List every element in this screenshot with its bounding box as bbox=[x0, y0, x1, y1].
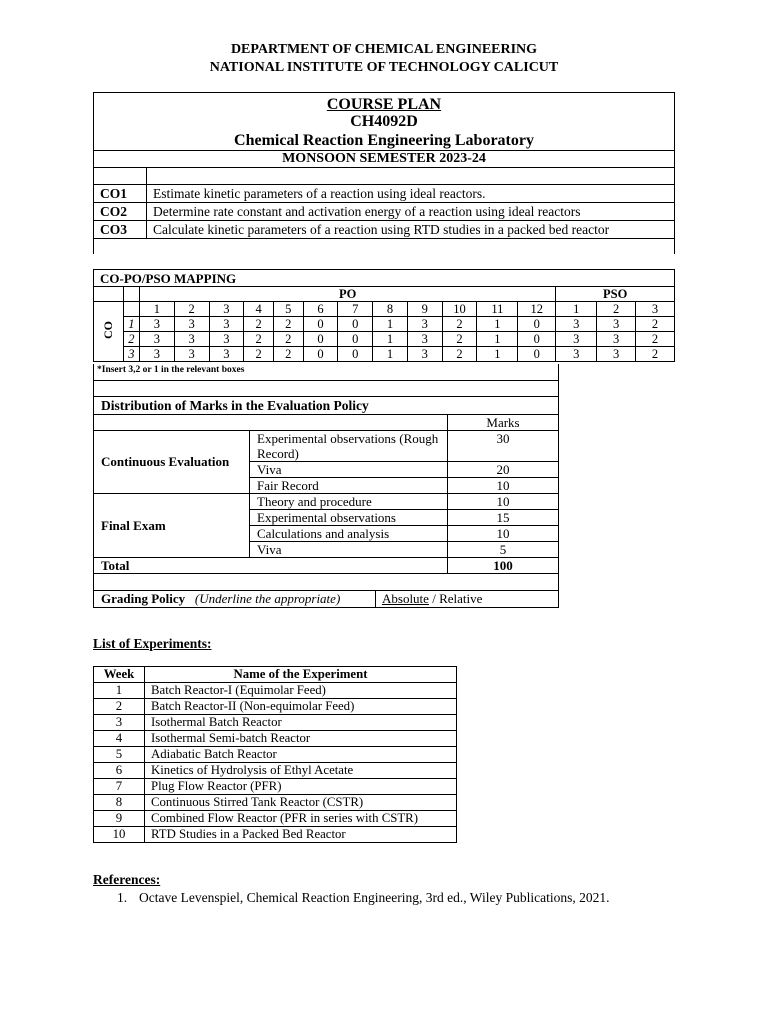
co-row-label: 1 bbox=[123, 317, 139, 332]
mapping-cell: 2 bbox=[273, 332, 303, 347]
po-number: 11 bbox=[477, 302, 518, 317]
mapping-cell: 0 bbox=[303, 317, 338, 332]
experiment-week: 7 bbox=[94, 779, 145, 795]
mapping-cell: 3 bbox=[209, 332, 244, 347]
co-axis-label: CO bbox=[101, 321, 116, 339]
component-marks: 20 bbox=[448, 461, 559, 477]
mapping-cell: 2 bbox=[244, 317, 274, 332]
mapping-cell: 1 bbox=[477, 347, 518, 362]
pso-number: 3 bbox=[636, 302, 675, 317]
experiment-row bbox=[94, 747, 457, 763]
mapping-cell: 0 bbox=[338, 347, 373, 362]
mapping-cell: 1 bbox=[373, 332, 408, 347]
po-number: 12 bbox=[518, 302, 556, 317]
mapping-cell: 1 bbox=[477, 332, 518, 347]
reference-number: 1. bbox=[117, 890, 128, 905]
mapping-cell: 3 bbox=[209, 317, 244, 332]
experiment-week: 3 bbox=[94, 715, 145, 731]
experiment-row bbox=[94, 795, 457, 811]
experiment-name: Continuous Stirred Tank Reactor (CSTR) bbox=[145, 795, 457, 811]
experiment-row bbox=[94, 715, 457, 731]
co-text: Estimate kinetic parameters of a reaction using ideal reactors. bbox=[147, 185, 675, 203]
component-marks: 5 bbox=[448, 541, 559, 557]
course-plan-label: COURSE PLAN bbox=[326, 96, 442, 113]
component-name: Viva bbox=[250, 541, 448, 557]
pso-number: 1 bbox=[556, 302, 597, 317]
po-number: 1 bbox=[140, 302, 175, 317]
co-id: CO1 bbox=[94, 185, 147, 203]
marks-header: Marks bbox=[448, 414, 559, 430]
co-row-label: 2 bbox=[123, 332, 139, 347]
co-text: Calculate kinetic parameters of a reaction using RTD studies in a packed bed reactor bbox=[147, 221, 675, 239]
po-number: 3 bbox=[209, 302, 244, 317]
component-marks: 15 bbox=[448, 509, 559, 525]
mapping-cell: 3 bbox=[140, 317, 175, 332]
experiment-row bbox=[94, 827, 457, 843]
mapping-cell: 0 bbox=[518, 332, 556, 347]
mapping-cell: 2 bbox=[442, 347, 477, 362]
po-number: 9 bbox=[407, 302, 442, 317]
po-header: PO bbox=[140, 287, 556, 302]
course-outcomes-table bbox=[93, 167, 675, 254]
mapping-cell: 3 bbox=[174, 332, 209, 347]
component-name: Calculations and analysis bbox=[250, 525, 448, 541]
component-marks: 30 bbox=[448, 430, 559, 461]
pso-number: 2 bbox=[597, 302, 636, 317]
mapping-cell: 3 bbox=[597, 317, 636, 332]
mapping-cell: 3 bbox=[597, 332, 636, 347]
po-number: 6 bbox=[303, 302, 338, 317]
component-name: Experimental observations (Rough Record) bbox=[250, 430, 448, 461]
grading-separator: / bbox=[428, 590, 440, 606]
component-marks: 10 bbox=[448, 493, 559, 509]
mapping-cell: 2 bbox=[273, 347, 303, 362]
component-name: Experimental observations bbox=[250, 509, 448, 525]
experiment-name: Batch Reactor-II (Non-equimolar Feed) bbox=[145, 699, 457, 715]
experiment-name: Combined Flow Reactor (PFR in series with CSTR) bbox=[145, 811, 457, 827]
mapping-cell: 0 bbox=[518, 347, 556, 362]
mapping-cell: 3 bbox=[407, 317, 442, 332]
mapping-cell: 2 bbox=[442, 317, 477, 332]
mapping-note: *Insert 3,2 or 1 in the relevant boxes bbox=[97, 365, 245, 375]
experiment-name: RTD Studies in a Packed Bed Reactor bbox=[145, 827, 457, 843]
grading-hint: (Underline the appropriate) bbox=[194, 590, 341, 606]
grading-absolute-option: Absolute bbox=[382, 590, 429, 606]
experiment-name: Plug Flow Reactor (PFR) bbox=[145, 779, 457, 795]
department-heading: DEPARTMENT OF CHEMICAL ENGINEERING bbox=[230, 42, 538, 57]
final-exam-label: Final Exam bbox=[94, 493, 250, 557]
mapping-cell: 3 bbox=[407, 332, 442, 347]
experiment-week: 4 bbox=[94, 731, 145, 747]
continuous-evaluation-label: Continuous Evaluation bbox=[94, 430, 250, 493]
grading-policy-label: Grading Policy bbox=[101, 590, 186, 606]
experiment-name: Isothermal Semi-batch Reactor bbox=[145, 731, 457, 747]
mapping-cell: 3 bbox=[556, 317, 597, 332]
mapping-cell: 2 bbox=[636, 347, 675, 362]
mapping-cell: 2 bbox=[273, 317, 303, 332]
experiment-row bbox=[94, 699, 457, 715]
component-name: Fair Record bbox=[250, 477, 448, 493]
experiment-week: 5 bbox=[94, 747, 145, 763]
experiment-name: Adiabatic Batch Reactor bbox=[145, 747, 457, 763]
mapping-cell: 2 bbox=[244, 347, 274, 362]
total-marks: 100 bbox=[448, 557, 559, 573]
semester: MONSOON SEMESTER 2023-24 bbox=[94, 151, 675, 168]
experiment-row bbox=[94, 779, 457, 795]
course-code: CH4092D bbox=[94, 113, 675, 131]
co-text: Determine rate constant and activation energy of a reaction using ideal reactors bbox=[147, 203, 675, 221]
mapping-cell: 3 bbox=[140, 347, 175, 362]
week-header: Week bbox=[94, 667, 145, 683]
po-number: 2 bbox=[174, 302, 209, 317]
mapping-cell: 0 bbox=[338, 332, 373, 347]
mapping-cell: 3 bbox=[407, 347, 442, 362]
reference-text: Octave Levenspiel, Chemical Reaction Engineering, 3rd ed., Wiley Publications, 2021. bbox=[139, 890, 610, 905]
mapping-title: CO-PO/PSO MAPPING bbox=[93, 269, 675, 287]
course-title-table bbox=[93, 92, 675, 168]
po-number: 10 bbox=[442, 302, 477, 317]
co-po-mapping-table bbox=[93, 286, 675, 362]
experiment-name: Batch Reactor-I (Equimolar Feed) bbox=[145, 683, 457, 699]
experiment-name-header: Name of the Experiment bbox=[145, 667, 457, 683]
total-label: Total bbox=[94, 557, 448, 573]
mapping-cell: 1 bbox=[373, 317, 408, 332]
mapping-cell: 1 bbox=[477, 317, 518, 332]
mapping-cell: 3 bbox=[174, 347, 209, 362]
po-number: 4 bbox=[244, 302, 274, 317]
experiment-week: 1 bbox=[94, 683, 145, 699]
mapping-cell: 2 bbox=[636, 332, 675, 347]
experiment-row bbox=[94, 811, 457, 827]
institute-heading: NATIONAL INSTITUTE OF TECHNOLOGY CALICUT bbox=[209, 60, 559, 75]
experiments-title: List of Experiments: bbox=[93, 636, 212, 651]
experiment-row bbox=[94, 731, 457, 747]
experiments-table bbox=[93, 666, 457, 843]
grading-relative-option: Relative bbox=[439, 590, 483, 606]
experiment-name: Isothermal Batch Reactor bbox=[145, 715, 457, 731]
mapping-cell: 3 bbox=[556, 332, 597, 347]
mapping-cell: 2 bbox=[244, 332, 274, 347]
mapping-cell: 3 bbox=[556, 347, 597, 362]
experiment-row bbox=[94, 683, 457, 699]
po-number: 5 bbox=[273, 302, 303, 317]
po-number: 7 bbox=[338, 302, 373, 317]
mapping-cell: 0 bbox=[303, 332, 338, 347]
mapping-cell: 3 bbox=[209, 347, 244, 362]
mapping-cell: 0 bbox=[338, 317, 373, 332]
co-id: CO2 bbox=[94, 203, 147, 221]
experiment-name: Kinetics of Hydrolysis of Ethyl Acetate bbox=[145, 763, 457, 779]
mapping-cell: 3 bbox=[597, 347, 636, 362]
co-id: CO3 bbox=[94, 221, 147, 239]
mapping-cell: 0 bbox=[518, 317, 556, 332]
experiment-week: 10 bbox=[94, 827, 145, 843]
mapping-cell: 3 bbox=[140, 332, 175, 347]
marks-distribution-table bbox=[93, 364, 559, 608]
references-title: References: bbox=[93, 872, 161, 887]
mapping-cell: 0 bbox=[303, 347, 338, 362]
mapping-cell: 2 bbox=[442, 332, 477, 347]
po-number: 8 bbox=[373, 302, 408, 317]
component-marks: 10 bbox=[448, 525, 559, 541]
distribution-title: Distribution of Marks in the Evaluation Policy bbox=[94, 396, 559, 414]
course-name: Chemical Reaction Engineering Laboratory bbox=[94, 131, 675, 151]
experiment-week: 8 bbox=[94, 795, 145, 811]
mapping-cell: 1 bbox=[373, 347, 408, 362]
experiment-row bbox=[94, 763, 457, 779]
experiment-week: 9 bbox=[94, 811, 145, 827]
mapping-cell: 3 bbox=[174, 317, 209, 332]
co-row-label: 3 bbox=[123, 347, 139, 362]
experiment-week: 2 bbox=[94, 699, 145, 715]
pso-header: PSO bbox=[556, 287, 675, 302]
experiment-week: 6 bbox=[94, 763, 145, 779]
mapping-cell: 2 bbox=[636, 317, 675, 332]
reference-item bbox=[117, 889, 675, 907]
component-marks: 10 bbox=[448, 477, 559, 493]
component-name: Theory and procedure bbox=[250, 493, 448, 509]
component-name: Viva bbox=[250, 461, 448, 477]
